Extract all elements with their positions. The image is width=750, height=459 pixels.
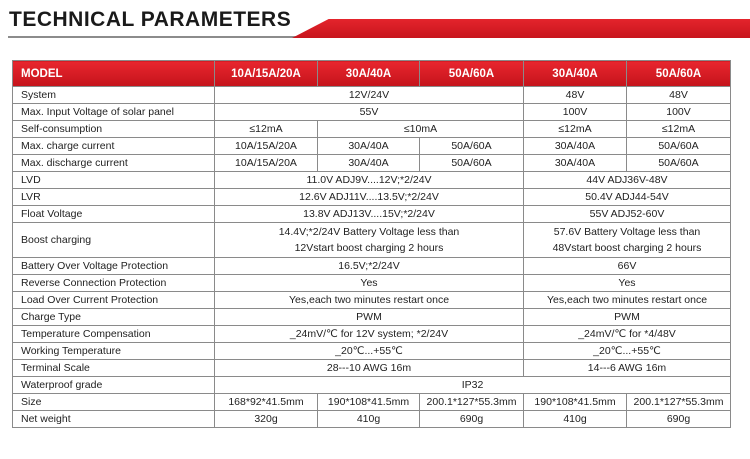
table-row — [13, 223, 731, 258]
row-label: Max. charge current — [13, 138, 215, 155]
row-label: Battery Over Voltage Protection — [13, 258, 215, 275]
row-label: Working Temperature — [13, 343, 215, 360]
cell-value: 50A/60A — [420, 138, 524, 155]
cell-value: 10A/15A/20A — [215, 155, 318, 172]
cell-value: 690g — [420, 411, 524, 428]
table-row — [13, 394, 731, 411]
table-row — [13, 258, 731, 275]
row-label: LVR — [13, 189, 215, 206]
table-row — [13, 411, 731, 428]
cell-value: 690g — [627, 411, 731, 428]
cell-value: 44V ADJ36V-48V — [524, 172, 731, 189]
cell-value: ≤12mA — [627, 121, 731, 138]
cell-value: 410g — [524, 411, 627, 428]
spec-table — [12, 60, 731, 428]
cell-value: 66V — [524, 258, 731, 275]
cell-value: 168*92*41.5mm — [215, 394, 318, 411]
cell-value: Yes — [524, 275, 731, 292]
table-row — [13, 104, 731, 121]
cell-value: 16.5V;*2/24V — [215, 258, 524, 275]
title-underline — [8, 36, 338, 38]
cell-value: 48V — [627, 87, 731, 104]
cell-value: 50.4V ADJ44-54V — [524, 189, 731, 206]
table-row — [13, 87, 731, 104]
cell-value: 55V — [215, 104, 524, 121]
cell-value: 30A/40A — [318, 138, 420, 155]
row-label: Max. Input Voltage of solar panel — [13, 104, 215, 121]
row-label: System — [13, 87, 215, 104]
row-label: Waterproof grade — [13, 377, 215, 394]
cell-value: 50A/60A — [420, 155, 524, 172]
row-label: Reverse Connection Protection — [13, 275, 215, 292]
row-label: Charge Type — [13, 309, 215, 326]
cell-value: 14---6 AWG 16m — [524, 360, 731, 377]
table-row — [13, 292, 731, 309]
cell-value: ≤12mA — [215, 121, 318, 138]
cell-value — [215, 223, 524, 258]
cell-value: _20℃...+55℃ — [215, 343, 524, 360]
row-label: Terminal Scale — [13, 360, 215, 377]
cell-value: 11.0V ADJ9V....12V;*2/24V — [215, 172, 524, 189]
row-label: Boost charging — [13, 223, 215, 258]
table-row — [13, 189, 731, 206]
cell-value: 410g — [318, 411, 420, 428]
cell-value: _20℃...+55℃ — [524, 343, 731, 360]
cell-value: IP32 — [215, 377, 731, 394]
cell-value: PWM — [215, 309, 524, 326]
table-row — [13, 138, 731, 155]
table-row — [13, 326, 731, 343]
cell-value: 12V/24V — [215, 87, 524, 104]
cell-value: 320g — [215, 411, 318, 428]
boost-line-1: 14.4V;*2/24V Battery Voltage less than — [278, 226, 460, 238]
table-row — [13, 172, 731, 189]
cell-value: Yes,each two minutes restart once — [524, 292, 731, 309]
cell-value: 55V ADJ52-60V — [524, 206, 731, 223]
row-label: Load Over Current Protection — [13, 292, 215, 309]
table-row — [13, 275, 731, 292]
table-row — [13, 121, 731, 138]
header-col-5: 50A/60A — [627, 61, 731, 87]
row-label: Net weight — [13, 411, 215, 428]
header-banner — [0, 0, 750, 42]
cell-value: 200.1*127*55.3mm — [420, 394, 524, 411]
row-label: Self-consumption — [13, 121, 215, 138]
cell-value: 190*108*41.5mm — [318, 394, 420, 411]
cell-value: 100V — [524, 104, 627, 121]
table-row — [13, 309, 731, 326]
cell-value: 13.8V ADJ13V....15V;*2/24V — [215, 206, 524, 223]
header-col-4: 30A/40A — [524, 61, 627, 87]
cell-value: Yes,each two minutes restart once — [215, 292, 524, 309]
cell-value: _24mV/℃ for *4/48V — [524, 326, 731, 343]
cell-value: 30A/40A — [524, 138, 627, 155]
page-title: TECHNICAL PARAMETERS — [9, 8, 292, 31]
header-model: MODEL — [13, 61, 215, 87]
header-col-1: 10A/15A/20A — [215, 61, 318, 87]
table-row — [13, 206, 731, 223]
header-col-3: 50A/60A — [420, 61, 524, 87]
row-label: Max. discharge current — [13, 155, 215, 172]
cell-value: Yes — [215, 275, 524, 292]
cell-value: 100V — [627, 104, 731, 121]
cell-value: ≤10mA — [318, 121, 524, 138]
row-label: Size — [13, 394, 215, 411]
cell-value: ≤12mA — [524, 121, 627, 138]
table-row — [13, 155, 731, 172]
cell-value: 190*108*41.5mm — [524, 394, 627, 411]
cell-value: PWM — [524, 309, 731, 326]
cell-value: _24mV/℃ for 12V system; *2/24V — [215, 326, 524, 343]
header-col-2: 30A/40A — [318, 61, 420, 87]
table-header-row — [13, 61, 731, 87]
cell-value: 50A/60A — [627, 155, 731, 172]
table-row — [13, 343, 731, 360]
cell-value: 200.1*127*55.3mm — [627, 394, 731, 411]
cell-value: 10A/15A/20A — [215, 138, 318, 155]
cell-value: 50A/60A — [627, 138, 731, 155]
table-row — [13, 377, 731, 394]
cell-value: 28---10 AWG 16m — [215, 360, 524, 377]
cell-value: 48V — [524, 87, 627, 104]
cell-value: 12.6V ADJ11V....13.5V;*2/24V — [215, 189, 524, 206]
cell-value: 30A/40A — [524, 155, 627, 172]
cell-value: 30A/40A — [318, 155, 420, 172]
row-label: LVD — [13, 172, 215, 189]
cell-value — [524, 223, 731, 258]
boost-line-2: 12Vstart boost charging 2 hours — [294, 242, 444, 254]
row-label: Float Voltage — [13, 206, 215, 223]
boost-line-1: 57.6V Battery Voltage less than — [553, 226, 701, 238]
title-accent-bar — [292, 19, 750, 38]
table-row — [13, 360, 731, 377]
boost-line-2: 48Vstart boost charging 2 hours — [552, 242, 702, 254]
row-label: Temperature Compensation — [13, 326, 215, 343]
